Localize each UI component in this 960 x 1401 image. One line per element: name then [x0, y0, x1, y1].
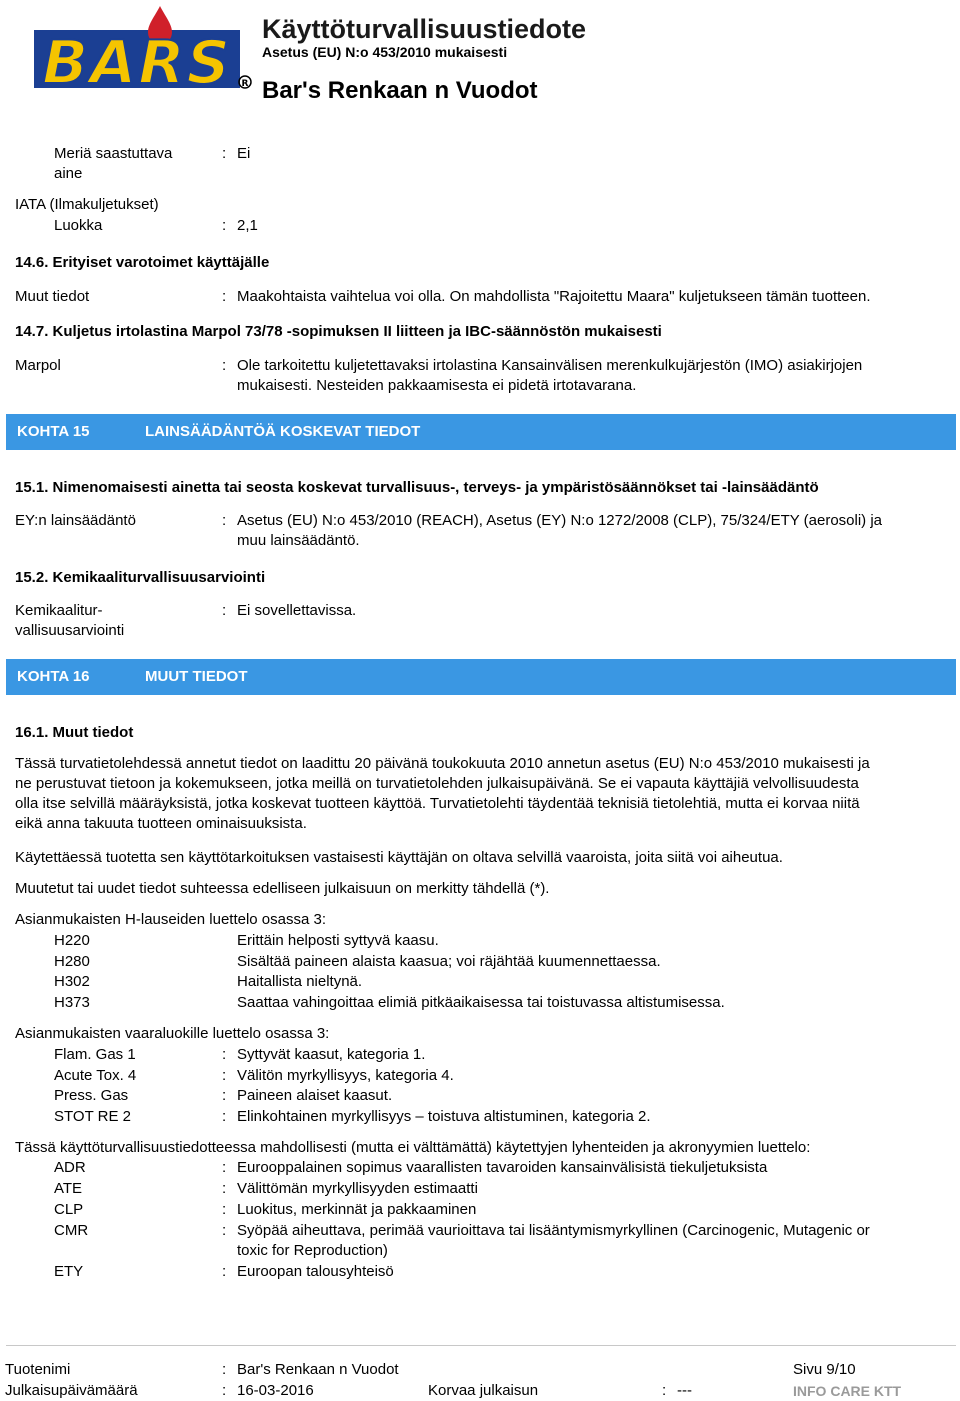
list-item-text: Euroopan talousyhteisö [237, 1263, 394, 1280]
colon: : [222, 1201, 227, 1218]
list-item-code: H302 [54, 973, 90, 990]
paragraph-line: Tässä turvatietolehdessä annetut tiedot on laadittu 20 päivänä toukokuuta 2010 annetun asetus (EU) N:o 453/2010 mukaisesti ja [15, 755, 870, 772]
document-title: Käyttöturvallisuustiedote [262, 14, 587, 44]
misuse-paragraph: Käytettäessä tuotetta sen käyttötarkoituksen vastaisesti käyttäjän on oltava selvillä vaaroista, joita siitä voi aiheutua. [15, 849, 783, 866]
section-14-7-heading: 14.7. Kuljetus irtolastina Marpol 73/78 -sopimuksen II liitteen ja IBC-säännöstön mukaisesti [15, 323, 662, 340]
class-value: 2,1 [237, 217, 258, 234]
list-item-text: Syttyvät kaasut, kategoria 1. [237, 1046, 426, 1063]
colon: : [222, 288, 227, 305]
footer-divider [6, 1345, 956, 1346]
paragraph-line: ne perustuvat tietoon ja kokemukseen, jotka meillä on turvatietolehden julkaisupäivänä. Se ei vapauta käyttäjiä velvollisuudesta [15, 775, 859, 792]
svg-text:R: R [241, 79, 249, 89]
list-item-code: H373 [54, 994, 90, 1011]
list-item-code: Flam. Gas 1 [54, 1046, 136, 1063]
bars-logo [22, 4, 254, 92]
chemical-safety-label: Kemikaalitur- vallisuusarviointi [15, 602, 125, 639]
footer-replaces-value: --- [677, 1382, 692, 1399]
list-item-code: STOT RE 2 [54, 1108, 131, 1125]
list-item-text: Sisältää paineen alaista kaasua; voi räjähtää kuumennettaessa. [237, 953, 661, 970]
colon: : [222, 1222, 227, 1239]
page-number: Sivu 9/10 [793, 1361, 856, 1378]
marpol-label: Marpol [15, 357, 61, 374]
section-15-1-heading: 15.1. Nimenomaisesti ainetta tai seosta koskevat turvallisuus-, terveys- ja ympäristösäännökset tai -lainsäädäntö [15, 479, 819, 496]
colon: : [222, 357, 227, 374]
footer-product-value: Bar's Renkaan n Vuodot [237, 1361, 399, 1378]
list-item-text: Syöpää aiheuttava, perimää vaurioittava tai lisääntymismyrkyllinen (Carcinogenic, Mutagenic or [237, 1222, 870, 1239]
list-item-text: Saattaa vahingoittaa elimiä pitkäaikaisessa tai toistuvassa altistumisessa. [237, 994, 725, 1011]
list-item-text: Luokitus, merkinnät ja pakkaaminen [237, 1201, 477, 1218]
list-item-text: Haitallista nieltynä. [237, 973, 363, 990]
ey-legislation-label: EY:n lainsäädäntö [15, 512, 136, 529]
marine-pollutant-value: Ei [237, 145, 251, 162]
list-item-code: CLP [54, 1201, 84, 1218]
section-14-6-heading: 14.6. Erityiset varotoimet käyttäjälle [15, 254, 270, 271]
colon: : [222, 1382, 227, 1399]
list-item-text: Paineen alaiset kaasut. [237, 1087, 393, 1104]
colon: : [222, 602, 227, 619]
footer-replaces-label: Korvaa julkaisun [428, 1382, 539, 1399]
list-item-code: Acute Tox. 4 [54, 1067, 137, 1084]
list-item-code: CMR [54, 1222, 89, 1239]
footer-brand: INFO CARE KTT [793, 1383, 902, 1399]
abbreviations-heading: Tässä käyttöturvallisuustiedotteessa mahdollisesti (mutta ei välttämättä) käytettyjen lyhenteiden ja akronyymien luettelo: [15, 1139, 811, 1156]
list-item-text: Välittömän myrkyllisyyden estimaatti [237, 1180, 478, 1197]
list-item-code: Press. Gas [54, 1087, 129, 1104]
ey-legislation-value: Asetus (EU) N:o 453/2010 (REACH), Asetus (EY) N:o 1272/2008 (CLP), 75/324/ETY (aerosoli) ja muu lainsäädäntö. [237, 512, 883, 549]
h-statements-heading: Asianmukaisten H-lauseiden luettelo osassa 3: [15, 911, 327, 928]
other-info-value: Maakohtaista vaihtelua voi olla. On mahdollista "Rajoitettu Maara" kuljetukseen tämän tuotteen. [237, 288, 871, 305]
list-item-text-continued: toxic for Reproduction) [237, 1242, 388, 1259]
class-label: Luokka [54, 217, 103, 234]
list-item-code: ADR [54, 1159, 86, 1176]
section-15-2-heading: 15.2. Kemikaaliturvallisuusarviointi [15, 569, 266, 586]
list-item-text: Erittäin helposti syttyvä kaasu. [237, 932, 439, 949]
colon: : [222, 512, 227, 529]
chemical-safety-value: Ei sovellettavissa. [237, 602, 357, 619]
section-16-title: MUUT TIEDOT [145, 668, 248, 685]
colon: : [222, 1067, 227, 1084]
marpol-value: Ole tarkoitettu kuljetettavaksi irtolastina Kansainvälisen merenkulkujärjestön (IMO) asiakirjojen mukaisesti. Nesteiden pakkaamisesta ei pidetä irtotavarana. [237, 357, 863, 394]
other-info-label: Muut tiedot [15, 288, 90, 305]
list-item-code: ATE [54, 1180, 83, 1197]
list-item-code: H280 [54, 953, 90, 970]
colon: : [222, 145, 227, 162]
changes-paragraph: Muutetut tai uudet tiedot suhteessa edelliseen julkaisuun on merkitty tähdellä (*). [15, 880, 550, 897]
colon: : [222, 1180, 227, 1197]
regulation-subtitle: Asetus (EU) N:o 453/2010 mukaisesti [262, 44, 508, 60]
hazard-classes-heading: Asianmukaisten vaaraluokille luettelo osassa 3: [15, 1025, 330, 1042]
footer-product-label: Tuotenimi [5, 1361, 71, 1378]
list-item-code: H220 [54, 932, 90, 949]
list-item-text: Eurooppalainen sopimus vaarallisten tavaroiden kansainvälisistä tiekuljetuksista [237, 1159, 768, 1176]
list-item-text: Elinkohtainen myrkyllisyys – toistuva altistuminen, kategoria 2. [237, 1108, 651, 1125]
section-15-bar [6, 414, 956, 450]
section-16-bar [6, 659, 956, 695]
colon: : [222, 1361, 227, 1378]
section-16-1-heading: 16.1. Muut tiedot [15, 724, 134, 741]
colon: : [222, 1087, 227, 1104]
iata-heading: IATA (Ilmakuljetukset) [15, 196, 159, 213]
list-item-code: ETY [54, 1263, 84, 1280]
section-16-number: KOHTA 16 [17, 668, 90, 685]
colon: : [222, 1108, 227, 1125]
disclaimer-paragraph [15, 754, 955, 834]
paragraph-line: eikä anna takuuta tuotteen ominaisuuksista. [15, 815, 307, 832]
header-product-name: Bar's Renkaan n Vuodot [262, 77, 538, 104]
marine-pollutant-label: Meriä saastuttava aine [54, 145, 173, 182]
colon: : [222, 1159, 227, 1176]
list-item-text: Välitön myrkyllisyys, kategoria 4. [237, 1067, 454, 1084]
logo-text: BARS [42, 28, 232, 92]
section-15-number: KOHTA 15 [17, 423, 90, 440]
footer-date-label: Julkaisupäivämäärä [5, 1382, 138, 1399]
section-15-title: LAINSÄÄDÄNTÖÄ KOSKEVAT TIEDOT [145, 423, 421, 440]
colon: : [222, 1046, 227, 1063]
colon: : [222, 217, 227, 234]
paragraph-line: olla itse selvillä määräyksistä, jotka koskevat tuotteen käyttöä. Turvatietolehti täydentää teknisiä tietolehtiä, mutta ei korvaa niitä [15, 795, 860, 812]
colon: : [222, 1263, 227, 1280]
footer-date-value: 16-03-2016 [237, 1382, 314, 1399]
colon: : [662, 1382, 667, 1399]
